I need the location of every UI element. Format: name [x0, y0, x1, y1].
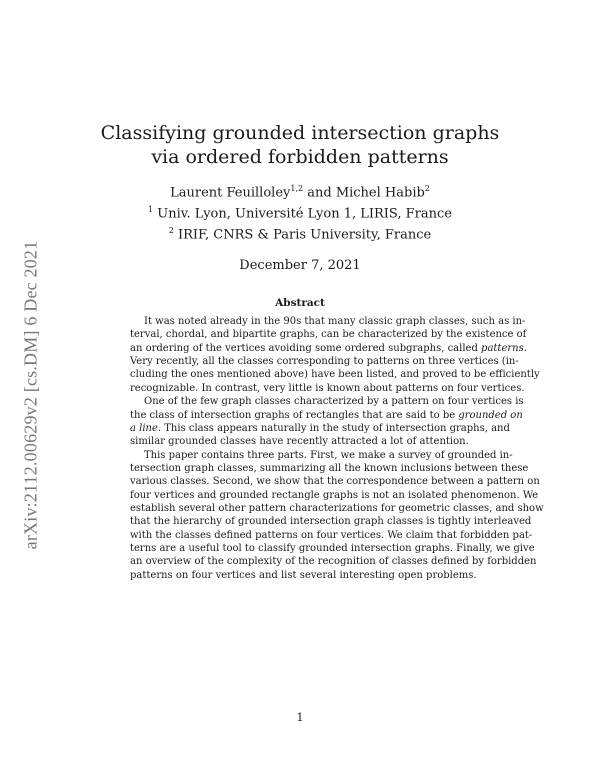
abstract-text: with the classes defined patterns on four vertices. We claim that forbidden pat- [130, 529, 533, 541]
affiliation-1 [0, 205, 600, 221]
paper-date: December 7, 2021 [239, 258, 361, 273]
abstract-text: the class of intersection graphs of rectangles that are said to be [130, 409, 459, 421]
abstract-line [130, 395, 524, 408]
abstract-line [130, 502, 544, 515]
paper-title-line-2: via ordered forbidden patterns [151, 146, 449, 168]
abstract-line [130, 315, 526, 328]
affiliation-text: IRIF, CNRS & Paris University, France [173, 227, 432, 243]
abstract-text: One of the few graph classes characterized by a pattern on four vertices is [144, 396, 524, 408]
abstract-text: an overview of the complexity of the recognition of classes defined by forbidden [130, 556, 537, 568]
abstract-text: that the hierarchy of grounded intersection graph classes is tightly interleaved [130, 516, 532, 528]
emphasized-text: grounded on [458, 409, 523, 421]
abstract-text: an ordering of the vertices avoiding some ordered subgraphs, called [130, 342, 482, 354]
author-affiliation-mark: 2 [424, 184, 430, 193]
abstract-line [130, 542, 535, 555]
affiliation-2 [0, 226, 600, 242]
abstract-line [130, 368, 540, 381]
abstract-line [130, 342, 527, 355]
abstract-text: It was noted already in the 90s that many classic graph classes, such as in- [144, 316, 526, 327]
arxiv-side-stamp: arXiv:2112.00629v2 [cs.DM] 6 Dec 2021 [20, 240, 41, 550]
abstract-line [130, 422, 510, 435]
abstract-text: similar grounded classes have recently attracted a lot of attention. [130, 436, 469, 448]
abstract-body [130, 315, 544, 582]
affiliation-mark: 1 [148, 205, 154, 214]
abstract-text: Very recently, all the classes corresponding to patterns on three vertices (in- [130, 356, 519, 368]
abstract-text: establish several other pattern characterizations for geometric classes, and show [130, 503, 544, 515]
page-number: 1 [296, 711, 304, 724]
abstract-text: This paper contains three parts. First, we make a survey of grounded in- [144, 449, 513, 461]
abstract-text: cluding the ones mentioned above) have been listed, and proved to be efficiently [130, 369, 540, 381]
authors [0, 184, 600, 200]
affiliation-text: Univ. Lyon, Université Lyon 1, LIRIS, France [153, 206, 452, 222]
author-name: Laurent Feuilloley [170, 185, 291, 201]
abstract-line [130, 382, 525, 395]
abstract-text: . This class appears naturally in the study of intersection graphs, and [157, 422, 510, 434]
emphasized-text: patterns [481, 342, 524, 354]
abstract-line [130, 515, 532, 528]
abstract-line [130, 462, 529, 475]
abstract-line [130, 328, 527, 341]
abstract-line [130, 475, 540, 488]
abstract-heading: Abstract [275, 297, 325, 309]
abstract-text: . [523, 342, 527, 354]
abstract-text: terns are a useful tool to classify grounded intersection graphs. Finally, we give [130, 543, 535, 555]
abstract-line [130, 569, 477, 582]
emphasized-text: a line [130, 422, 158, 434]
abstract-line [130, 449, 513, 462]
abstract-line [130, 529, 533, 542]
abstract-text: tersection graph classes, summarizing all the known inclusions between these [130, 462, 529, 474]
abstract-line [130, 489, 539, 502]
paper-title-line-1: Classifying grounded intersection graphs [100, 122, 500, 144]
abstract-line [130, 555, 537, 568]
abstract-text: four vertices and grounded rectangle graphs is not an isolated phenomenon. We [130, 489, 539, 501]
abstract-text: various classes. Second, we show that the correspondence between a pattern on [130, 476, 540, 488]
authors-conjunction: and [303, 185, 336, 201]
affiliation-mark: 2 [168, 226, 174, 235]
author-affiliation-mark: 1,2 [290, 184, 304, 193]
abstract-text: terval, chordal, and bipartite graphs, can be characterized by the existence of [130, 329, 527, 341]
abstract-line [130, 409, 523, 422]
abstract-line [130, 435, 470, 448]
abstract-text: patterns on four vertices and list several interesting open problems. [130, 569, 477, 581]
abstract-line [130, 355, 519, 368]
author-name: Michel Habib [335, 185, 425, 201]
abstract-text: recognizable. In contrast, very little is known about patterns on four vertices. [130, 382, 525, 394]
